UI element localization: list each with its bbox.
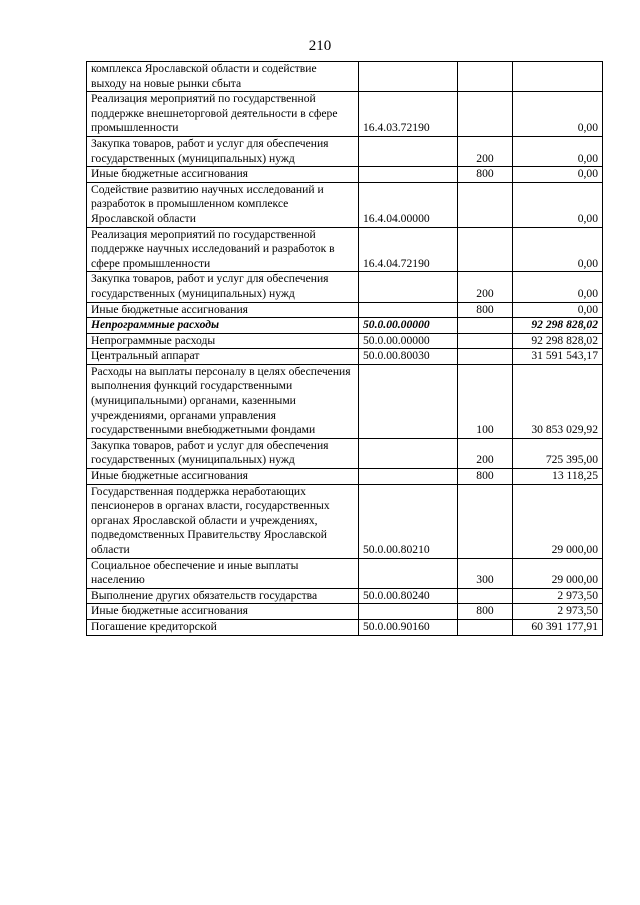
row-expense-kind-cell: 200: [458, 438, 513, 468]
row-expense-kind-cell: 800: [458, 167, 513, 183]
row-code-cell: [359, 62, 458, 92]
row-code-cell: [359, 302, 458, 318]
row-name-cell: Расходы на выплаты персоналу в целях обеспечения выполнения функций государственными (муниципальными) органами, казенными учреждениями, органами управления государственными внебюджетными фондами: [87, 364, 359, 438]
row-expense-kind-cell: 200: [458, 272, 513, 302]
table-row: [87, 349, 603, 365]
row-code-cell: [359, 136, 458, 166]
row-name-cell: Закупка товаров, работ и услуг для обеспечения государственных (муниципальных) нужд: [87, 272, 359, 302]
row-sum-cell: 13 118,25: [513, 469, 603, 485]
row-name-cell: Закупка товаров, работ и услуг для обеспечения государственных (муниципальных) нужд: [87, 438, 359, 468]
row-expense-kind-cell: [458, 182, 513, 227]
row-name-cell: Выполнение других обязательств государства: [87, 588, 359, 604]
row-name-cell: Иные бюджетные ассигнования: [87, 167, 359, 183]
table-row: [87, 364, 603, 438]
row-sum-cell: 2 973,50: [513, 588, 603, 604]
row-sum-cell: 0,00: [513, 302, 603, 318]
row-code-cell: 50.0.00.90160: [359, 619, 458, 635]
row-expense-kind-cell: 800: [458, 604, 513, 620]
row-sum-cell: 2 973,50: [513, 604, 603, 620]
row-expense-kind-cell: [458, 349, 513, 365]
row-expense-kind-cell: [458, 484, 513, 558]
row-sum-cell: 0,00: [513, 227, 603, 272]
row-expense-kind-cell: [458, 62, 513, 92]
row-expense-kind-cell: 800: [458, 469, 513, 485]
row-code-cell: 50.0.00.80240: [359, 588, 458, 604]
row-name-cell: Реализация мероприятий по государственной поддержке внешнеторговой деятельности в сфере промышленности: [87, 92, 359, 137]
row-code-cell: [359, 469, 458, 485]
table-row: [87, 136, 603, 166]
row-code-cell: 16.4.04.00000: [359, 182, 458, 227]
budget-table: [86, 61, 603, 636]
row-expense-kind-cell: [458, 92, 513, 137]
row-code-cell: 50.0.00.00000: [359, 318, 458, 334]
row-name-cell: Социальное обеспечение и иные выплаты населению: [87, 558, 359, 588]
row-code-cell: 50.0.00.00000: [359, 333, 458, 349]
table-row: [87, 227, 603, 272]
table-row: [87, 167, 603, 183]
row-code-cell: 50.0.00.80210: [359, 484, 458, 558]
row-sum-cell: 31 591 543,17: [513, 349, 603, 365]
row-expense-kind-cell: 200: [458, 136, 513, 166]
row-name-cell: Непрограммные расходы: [87, 333, 359, 349]
row-expense-kind-cell: 300: [458, 558, 513, 588]
row-expense-kind-cell: 100: [458, 364, 513, 438]
table-row: [87, 302, 603, 318]
row-name-cell: Государственная поддержка неработающих пенсионеров в органах власти, государственных органах Ярославской области и учреждениях, подведомственных Правительству Ярославской области: [87, 484, 359, 558]
row-code-cell: [359, 438, 458, 468]
table-row: [87, 438, 603, 468]
row-name-cell: комплекса Ярославской области и содействие выходу на новые рынки сбыта: [87, 62, 359, 92]
row-sum-cell: 92 298 828,02: [513, 318, 603, 334]
budget-table-body: [87, 62, 603, 636]
table-row: [87, 604, 603, 620]
row-name-cell: Закупка товаров, работ и услуг для обеспечения государственных (муниципальных) нужд: [87, 136, 359, 166]
row-sum-cell: 30 853 029,92: [513, 364, 603, 438]
table-row: [87, 558, 603, 588]
row-name-cell: Погашение кредиторской: [87, 619, 359, 635]
row-sum-cell: 29 000,00: [513, 558, 603, 588]
row-expense-kind-cell: [458, 619, 513, 635]
row-expense-kind-cell: [458, 588, 513, 604]
table-row: [87, 272, 603, 302]
row-code-cell: [359, 364, 458, 438]
row-code-cell: [359, 272, 458, 302]
row-sum-cell: 725 395,00: [513, 438, 603, 468]
row-sum-cell: [513, 62, 603, 92]
row-code-cell: [359, 558, 458, 588]
table-row: [87, 333, 603, 349]
row-sum-cell: 0,00: [513, 182, 603, 227]
table-row: [87, 619, 603, 635]
row-sum-cell: 60 391 177,91: [513, 619, 603, 635]
row-expense-kind-cell: [458, 333, 513, 349]
table-row: [87, 182, 603, 227]
row-code-cell: 50.0.00.80030: [359, 349, 458, 365]
row-name-cell: Содействие развитию научных исследований и разработок в промышленном комплексе Ярославской области: [87, 182, 359, 227]
row-code-cell: [359, 604, 458, 620]
table-row: [87, 92, 603, 137]
row-name-cell: Иные бюджетные ассигнования: [87, 302, 359, 318]
row-name-cell: Непрограммные расходы: [87, 318, 359, 334]
row-code-cell: 16.4.04.72190: [359, 227, 458, 272]
row-sum-cell: 29 000,00: [513, 484, 603, 558]
row-expense-kind-cell: 800: [458, 302, 513, 318]
row-expense-kind-cell: [458, 227, 513, 272]
table-row: [87, 469, 603, 485]
table-row: [87, 318, 603, 334]
row-sum-cell: 0,00: [513, 92, 603, 137]
row-code-cell: [359, 167, 458, 183]
row-name-cell: Реализация мероприятий по государственной поддержке научных исследований и разработок в сфере промышленности: [87, 227, 359, 272]
row-name-cell: Иные бюджетные ассигнования: [87, 604, 359, 620]
table-row: [87, 588, 603, 604]
row-sum-cell: 0,00: [513, 167, 603, 183]
row-name-cell: Иные бюджетные ассигнования: [87, 469, 359, 485]
row-expense-kind-cell: [458, 318, 513, 334]
row-code-cell: 16.4.03.72190: [359, 92, 458, 137]
page-number: 210: [308, 38, 332, 54]
table-row: [87, 484, 603, 558]
row-sum-cell: 0,00: [513, 272, 603, 302]
row-name-cell: Центральный аппарат: [87, 349, 359, 365]
row-sum-cell: 92 298 828,02: [513, 333, 603, 349]
row-sum-cell: 0,00: [513, 136, 603, 166]
table-row: [87, 62, 603, 92]
